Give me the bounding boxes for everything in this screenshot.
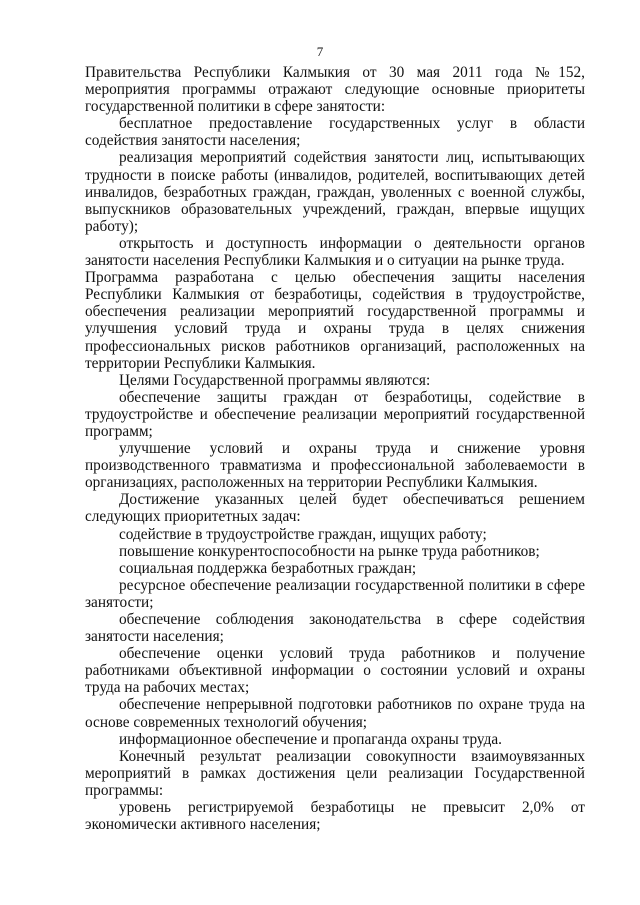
paragraph: обеспечение соблюдения законодательства в сфере содействия занятости населения; bbox=[85, 611, 585, 646]
paragraph: информационное обеспечение и пропаганда охраны труда. bbox=[119, 730, 502, 748]
paragraph: Достижение указанных целей будет обеспечиваться решением следующих приоритетных задач: bbox=[85, 491, 585, 526]
paragraph: повышение конкурентоспособности на рынке труда работников; bbox=[119, 542, 540, 560]
paragraph: реализация мероприятий содействия занятости лиц, испытывающих трудности в поиске работы (инвалидов, родителей, воспитывающих детей инвалидов, безработных граждан, граждан, уволенных с военной службы, выпускников образовательных учреждений, граждан, впервые ищущих работу); bbox=[85, 149, 585, 235]
paragraph: содействие в трудоустройстве граждан, ищущих работу; bbox=[119, 525, 487, 543]
paragraph: Правительства Республики Калмыкия от 30 мая 2011 года №152, мероприятия программы отражают следующие основные приоритеты государственной политики в сфере занятости: bbox=[85, 64, 585, 116]
paragraph: ресурсное обеспечение реализации государственной политики в сфере занятости; bbox=[85, 576, 585, 611]
paragraph: обеспечение непрерывной подготовки работников по охране труда на основе современных технологий обучения; bbox=[85, 696, 585, 731]
paragraph: Программа разработана с целью обеспечения защиты населения Республики Калмыкия от безработицы, содействия в трудоустройстве, обеспечения реализации мероприятий государственной программы и улучшения условий труда и охраны труда в целях снижения профессиональных рисков работников организаций, расположенных на территории Республики Калмыкия. bbox=[85, 269, 585, 372]
paragraph: обеспечение оценки условий труда работников и получение работниками объективной информации о состоянии условий и охраны труда на рабочих местах; bbox=[85, 645, 585, 697]
paragraph: открытость и доступность информации о деятельности органов занятости населения Республики Калмыкия и о ситуации на рынке труда. bbox=[85, 234, 585, 270]
paragraph: улучшение условий и охраны труда и снижение уровня производственного травматизма и профессиональной заболеваемости в организациях, расположенных на территории Республики Калмыкия. bbox=[85, 440, 585, 492]
paragraph: Конечный результат реализации совокупности взаимоувязанных мероприятий в рамках достижения цели реализации Государственной программы: bbox=[85, 747, 585, 799]
paragraph: Целями Государственной программы являются: bbox=[119, 371, 431, 389]
paragraph: бесплатное предоставление государственных услуг в области содействия занятости населения; bbox=[85, 115, 585, 150]
paragraph: социальная поддержка безработных граждан; bbox=[119, 559, 417, 577]
paragraph: обеспечение защиты граждан от безработицы, содействие в трудоустройстве и обеспечение реализации мероприятий государственной программ; bbox=[85, 388, 585, 440]
body-text bbox=[85, 64, 585, 833]
page-number: 7 bbox=[316, 44, 324, 59]
paragraph: уровень регистрируемой безработицы не превысит 2,0% от экономически активного населения; bbox=[85, 799, 585, 834]
